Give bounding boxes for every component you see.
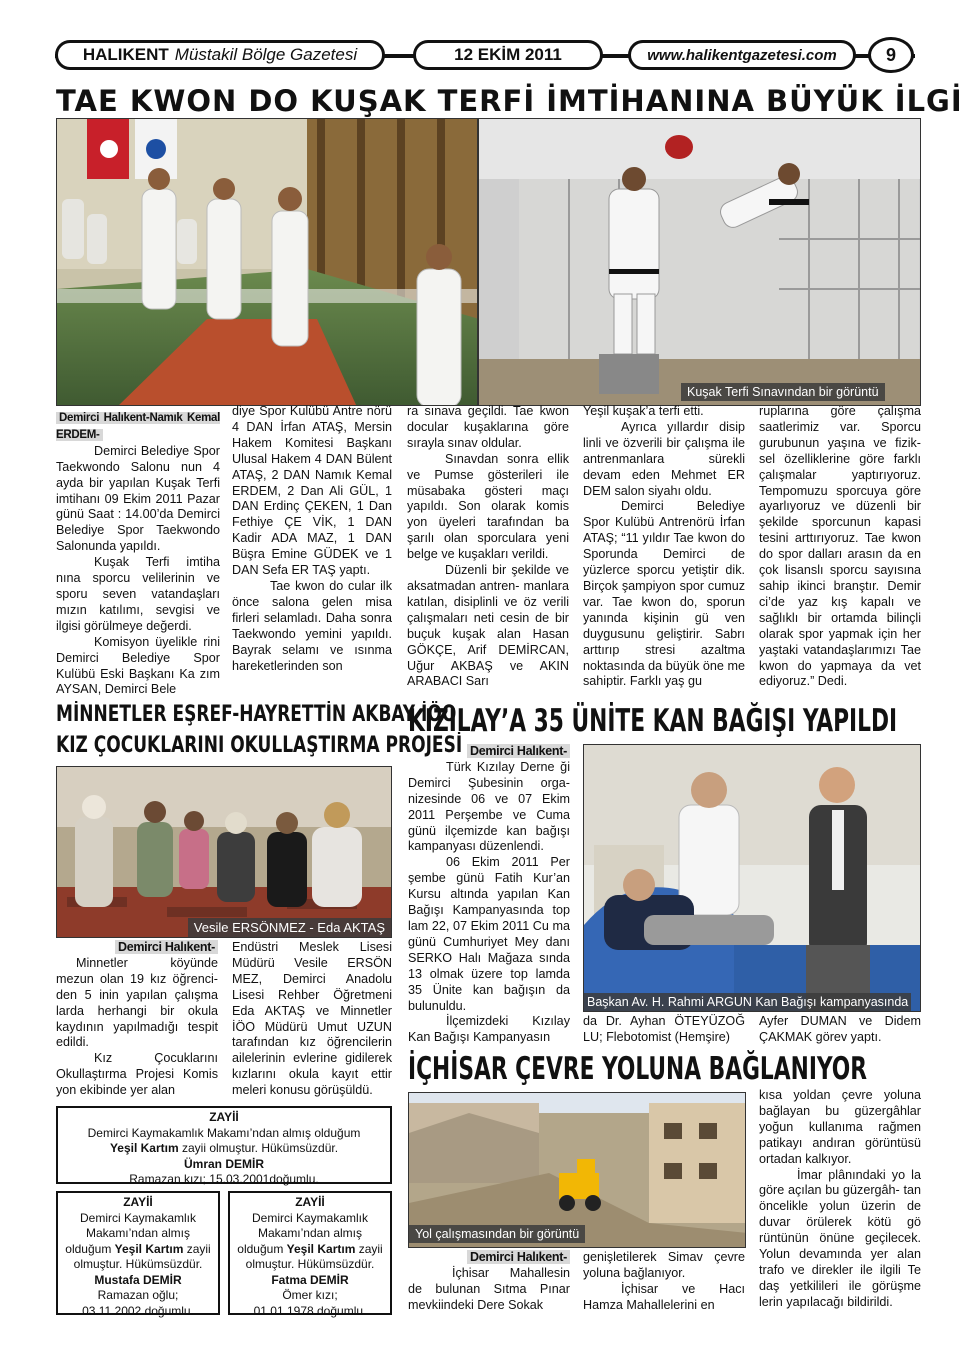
main-col3-p3: Düzenli bir şekilde ve aksatmadan antren- manlara katılan, disiplinli ve öz verili çalışmaları neti cesin de bir buçuk kuşak alan Hasan GÖKÇE, Arif DEMİRCAN, Uğur AKBAŞ ve AKIN ARABACI Sarı: [407, 563, 569, 689]
photo-caption-main: Kuşak Terfi Sınavından bir görüntü: [681, 383, 885, 401]
notice-1-status: zayii olmuştur. Hükümsüzdür.: [178, 1141, 339, 1155]
byline-main: Demirci Halıkent-Namık Kemal ERDEM-: [56, 412, 220, 441]
blood-headline: KIZILAY’A 35 ÜNİTE KAN BAĞIŞI YAPILDI: [408, 703, 898, 739]
main-col5-p1: ruplarına göre çalışma saatlerimiz var. Sporcu gurubunun yaşına ve fizik- sel özelliklerine göre farklı çalışmalar yaptırıyoruz. Tempomuzu sporcuya göre ayarlıyoruz ve düzenli bir şekilde sporcunun kapasi tesini arttırıyoruz. Tae kwon do spor dalları arasın da en çok lisanslı sporcu sayısına sahip ikinci branştır. Demir ci’de yaz kış kapalı ve sağlıklı bir ortamda bilinçli olarak spor yapmak için her yaştaki vatandaşlarımızı Tae kwon do yapmaya da vet ediyoruz.” Dedi.: [759, 404, 921, 689]
main-col-4: [583, 404, 745, 690]
notice-1-line2: [58, 1141, 390, 1157]
road-col1-p1: İçhisar Mahallesin de bulunan Sıtma Pınar mevkiindeki Dere Sokak: [408, 1265, 570, 1312]
paper-title: [55, 40, 385, 70]
notice-lost-card-1: [56, 1106, 392, 1184]
main-col1-p3: Komisyon üyelikle rini Demirci Belediye Spor Kulübü Eski Başkanı Ka zım AYSAN, Demirci Bele: [56, 634, 220, 697]
main-col1-p2: Kuşak Terfi imtiha nına sporcu velilerinin ve sporu seven vatandaşları mızın katılımı, sevgisi ve ilgisi görülmeye değerdi.: [56, 555, 220, 633]
notice-2-line2: Makamı’ndan almış: [85, 1226, 191, 1240]
main-col4-p2: Ayrıca yıllardır disip linli ve özverili bir çalışma ile antrenmanlara sürekli devam eden Mehmet ER DEM salon siyahı oldu.: [583, 419, 745, 498]
road-col3-p1: kısa yoldan çevre yoluna bağlayan bu güzergâhlar yoğun kullanıma rağmen patikayı andıran görüntüsü ortadan kalkıyor.: [759, 1088, 921, 1166]
notice-2-line3: [58, 1242, 218, 1258]
notice-lost-card-2: [56, 1191, 220, 1318]
main-col2-p2: Tae kwon do cular ilk önce salona gelen misa firleri selamladı. Daha sonra Taekwondo yemini yapıldı. Bayrak selamı ve ısınma hareketlerinden son: [232, 578, 392, 673]
website-link[interactable]: www.halikentgazetesi.com: [628, 40, 856, 70]
photo-caption-blood: Başkan Av. H. Rahmi ARGUN Kan Bağışı kampanyasında: [584, 993, 911, 1011]
blood-col-1: [408, 744, 570, 1046]
photo-road-works: [408, 1092, 746, 1248]
main-col-2: [232, 404, 392, 674]
notice-3-line4: olmuştur. Hükümsüzdür.: [245, 1257, 375, 1271]
photo-blood-donation: [583, 744, 921, 1012]
road-col2-p2: İçhisar ve Hacı Hamza Mahallelerini en: [583, 1281, 745, 1312]
paper-name: HALIKENT: [82, 45, 169, 64]
notice-2-parent: Ramazan oğlu;: [97, 1288, 179, 1302]
notice-1-card: Yeşil Kartım: [109, 1141, 179, 1155]
girls-headline-2: KIZ ÇOCUKLARINI OKULLAŞTIRMA PROJESİ: [56, 733, 463, 758]
notice-2-name: Mustafa DEMİR: [94, 1272, 182, 1287]
notice-3-line1: Demirci Kaymakamlık: [251, 1210, 368, 1225]
blood-col1-p1: Türk Kızılay Derne ği Demirci Şubesinin orga- nizesinde 06 ve 07 Ekim 2011 Perşembe ve Cuma günü ilçemizde kan bağışı kampanyası düzenlendi.: [408, 759, 570, 854]
main-headline: TAE KWON DO KUŞAK TERFİ İMTİHANINA BÜYÜK İLGİ: [56, 84, 963, 118]
notice-lost-card-3: [228, 1191, 392, 1318]
blood-caption-cont-left: [583, 1014, 745, 1046]
notice-2-card: Yeşil Kartım: [114, 1241, 184, 1256]
notice-2-l3a: olduğum: [65, 1241, 115, 1256]
road-col3-p2: İmar plânındaki yo la göre açılan bu güzergâh- tan öncelikle yolun üzerin de duvar örülerek kötü gö rüntünün önüne geçilecek. Yolun devamında yer alan trafo ve direkler ile ilgili Te daş yetkilileri ile görüşme lerin yapılacağı bildirildi.: [759, 1167, 921, 1309]
main-col-3: [407, 404, 569, 690]
main-col-5: [759, 404, 921, 690]
main-col-1: [56, 410, 220, 698]
girls-col1-p2: Kız Çocuklarını Okullaştırma Projesi Komis yon ekibinde yer alan: [56, 1051, 218, 1098]
girls-headline-1: MİNNETLER EŞREF-HAYRETTİN AKBAY İÖO: [56, 702, 457, 727]
main-col3-p2: Sınavdan sonra ellik ve Pumse gösterileri ile müsabaka gösteri maçı yapıldı. Son olarak komis yon üyeleri tarafından ba şarılı olan sporculara yeni belge ve kuşakları verildi.: [407, 451, 569, 562]
notice-2-title: ZAYİİ: [123, 1195, 153, 1209]
notice-3-birth: 01.01.1978 doğumlu.: [253, 1303, 367, 1318]
issue-date: 12 EKİM 2011: [413, 40, 603, 70]
girls-col1-p1: Minnetler köyünde mezun olan 19 kız öğrenci- den 5 inin yapılan çalışma larda herhangi bir okula kaydının yapılmadığı tespit edildi.: [56, 955, 218, 1050]
photo-taekwondo-kids: [56, 118, 478, 406]
notice-2-line1: Demirci Kaymakamlık: [79, 1210, 196, 1225]
photo-caption-road: Yol çalışmasından bir görüntü: [409, 1225, 585, 1243]
blood-col1-p3: İlçemizdeki Kızılay Kan Bağışı Kampanyasın: [408, 1014, 570, 1045]
notice-3-card: Yeşil Kartım: [286, 1241, 356, 1256]
byline-road: Demirci Halıkent-: [467, 1250, 570, 1264]
byline-blood: Demirci Halıkent-: [467, 744, 570, 758]
notice-2-birth: 03.11.2002 doğumlu.: [82, 1303, 194, 1318]
notice-1-title: ZAYİİ: [209, 1110, 239, 1124]
main-col1-p1: Demirci Belediye Spor Taekwondo Salonu nun 4 ayda bir yapılan Kuşak Terfi imtihanı 09 Ekim 2011 Pazar günü Saat : 14.00’da Demirci Belediye Spor Taekwondo Salonunda yapıldı.: [56, 443, 220, 554]
photo-caption-girls: Vesile ERSÖNMEZ - Eda AKTAŞ: [188, 918, 391, 937]
notice-2-line4: olmuştur. Hükümsüzdür.: [73, 1257, 203, 1271]
photo-taekwondo-kick: [478, 118, 921, 406]
photo-girls-project: [56, 766, 392, 938]
notice-3-parent: Ömer kızı;: [282, 1288, 338, 1302]
notice-1-name: Ümran DEMİR: [183, 1156, 264, 1171]
notice-2-l3c: zayii: [183, 1241, 211, 1256]
notice-3-line3: [230, 1242, 390, 1258]
blood-col1-p2: 06 Ekim 2011 Per şembe günü Fatih Kur’an Kursu altında yapılan Kan Bağışı Kampanyasında top lam 22, 07 Ekim 2011 Cu ma günü Cumhuriyet Mey danı SERKO Halı Mağaza sında 13 olmak üzere top lamda 35 Ünite kan bağışın da bulunuldu.: [408, 855, 570, 1013]
notice-1-line1: Demirci Kaymakamlık Makamı’ndan almış olduğum: [87, 1125, 361, 1140]
blood-caption-cont-right: [759, 1014, 921, 1046]
main-col2-p1: diye Spor Kulübü Antre nörü 4 DAN İrfan ATAŞ, Mersin Hakem Komitesi Başkanı Ulusal Hakem 4 DAN Bülent ATAŞ, 2 DAN Namık Kemal ERDEM, 2 Dan Ali GÜL, 1 DAN Erdinç ÇEKEN, 1 Dan Fethiye ÇE VİK, 1 DAN Kadir ADA MAZ, 1 DAN Büşra Emine GÜDEK ve 1 DAN Sefa ER TAŞ yaptı.: [232, 404, 392, 578]
notice-1-birth: Ramazan kızı; 15.03.2001doğumlu.: [129, 1172, 319, 1186]
main-col4-p1: Yeşil kuşak’a terfi etti.: [583, 404, 704, 418]
main-col4-p3: Demirci Belediye Spor Kulübü Antrenörü İrfan ATAŞ; “11 yıldır Tae kwon do Sporunda Demirci de yüzlerce sporcu yetiştir dik. Birçok şampiyon spor cumuz var. Tae kwon do, sporun yanında kişinin gü ven duygusunu geliştirir. Sabrı arttırıp stresi azaltma noktasında da büyük öne me sahiptir. Farklı yaş gu: [583, 499, 745, 689]
road-col-3: [759, 1088, 921, 1311]
page-number: 9: [868, 37, 914, 73]
notice-3-line2: Makamı’ndan almış: [257, 1226, 363, 1240]
girls-col2-p1: Endüstri Meslek Lisesi Müdürü Vesile ERSÖN MEZ, Demirci Anadolu Lisesi Rehber Öğretmeni Eda AKTAŞ ve Minnetler İÖO Müdürü Umut UZUN tarafından kız öğrencilerin ailelerinin evlerine gidilerek kızlarını okula kayıt ettir meleri konusu görüşüldü.: [232, 940, 392, 1098]
blood-caption-left: da Dr. Ayhan ÖTEYÜZOĞ LU; Flebotomist (Hemşire): [583, 1014, 745, 1044]
girls-col-1: [56, 940, 218, 1099]
notice-3-l3a: olduğum: [237, 1241, 287, 1256]
paper-subtitle: Müstakil Bölge Gazetesi: [174, 45, 358, 64]
girls-col-2: [232, 940, 392, 1099]
byline-girls: Demirci Halıkent-: [115, 940, 218, 954]
main-col3-p1: ra sınava geçildi. Tae kwon docular kuşaklarına göre sırayla sınav oldular.: [407, 404, 569, 450]
notice-3-title: ZAYİİ: [295, 1195, 325, 1209]
notice-3-l3c: zayii: [355, 1241, 383, 1256]
road-headline: İÇHİSAR ÇEVRE YOLUNA BAĞLANIYOR: [408, 1051, 868, 1087]
road-col2-p1: genişletilerek Simav çevre yoluna bağlanıyor.: [583, 1250, 745, 1280]
road-col-2: [583, 1250, 745, 1314]
road-col-1: [408, 1250, 570, 1314]
notice-3-name: Fatma DEMİR: [271, 1272, 349, 1287]
blood-caption-right: Ayfer DUMAN ve Didem ÇAKMAK görev yaptı.: [759, 1014, 921, 1044]
